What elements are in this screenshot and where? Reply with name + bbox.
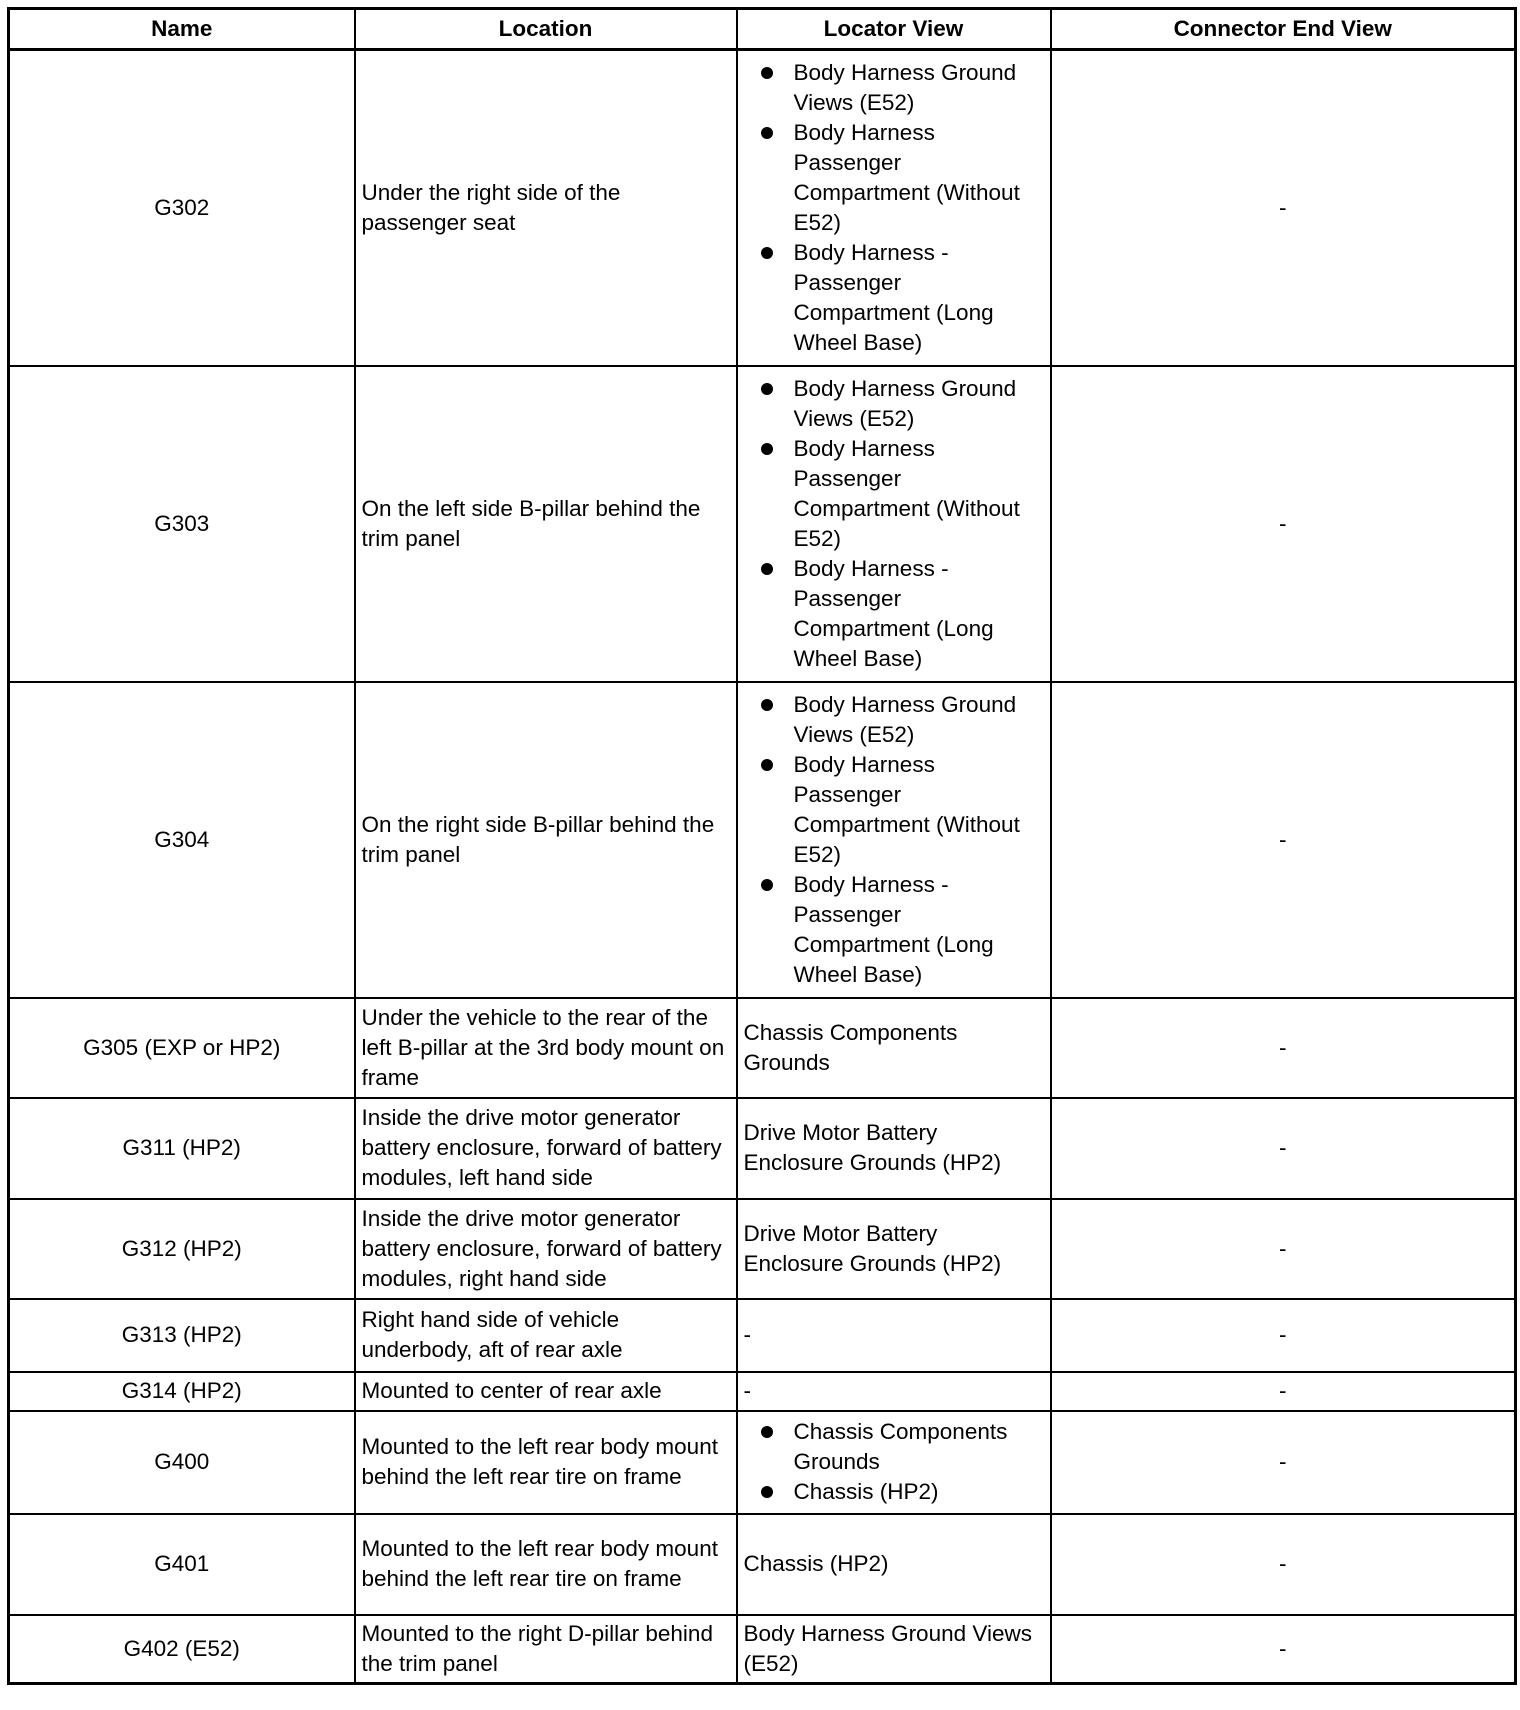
- locator-view: [737, 50, 1051, 366]
- connector-end-view: -: [1051, 1098, 1516, 1199]
- ground-location: Mounted to the left rear body mount behind the left rear tire on frame: [355, 1514, 737, 1615]
- locator-view: Chassis (HP2): [737, 1514, 1051, 1615]
- ground-location: Mounted to the left rear body mount behind the left rear tire on frame: [355, 1411, 737, 1514]
- ground-name: G402 (E52): [9, 1615, 355, 1684]
- ground-name: G302: [9, 50, 355, 366]
- connector-end-view: -: [1051, 1199, 1516, 1299]
- table-row: [9, 998, 1516, 1098]
- locator-list: [744, 58, 1044, 358]
- table-row: [9, 1372, 1516, 1411]
- ground-locations-table: [7, 7, 1517, 1685]
- table-row: [9, 366, 1516, 682]
- ground-name: G304: [9, 682, 355, 998]
- locator-list: [744, 374, 1044, 674]
- ground-name: G401: [9, 1514, 355, 1615]
- locator-view: Chassis Components Grounds: [737, 998, 1051, 1098]
- table-row: [9, 1514, 1516, 1615]
- ground-location: On the left side B-pillar behind the trim panel: [355, 366, 737, 682]
- locator-list-item: Body Harness - Passenger Compartment (Long Wheel Base): [794, 554, 1044, 674]
- locator-list-item: Body Harness Ground Views (E52): [794, 690, 1044, 750]
- connector-end-view: -: [1051, 682, 1516, 998]
- ground-location: On the right side B-pillar behind the trim panel: [355, 682, 737, 998]
- locator-view: -: [737, 1372, 1051, 1411]
- locator-list-item: Body Harness - Passenger Compartment (Long Wheel Base): [794, 870, 1044, 990]
- table-row: [9, 1299, 1516, 1372]
- locator-view: [737, 366, 1051, 682]
- ground-name: G312 (HP2): [9, 1199, 355, 1299]
- locator-list-item: Body Harness Passenger Compartment (Without E52): [794, 434, 1044, 554]
- locator-view: Body Harness Ground Views (E52): [737, 1615, 1051, 1684]
- locator-view: -: [737, 1299, 1051, 1372]
- table-row: [9, 1199, 1516, 1299]
- locator-list-item: Body Harness - Passenger Compartment (Long Wheel Base): [794, 238, 1044, 358]
- ground-name: G303: [9, 366, 355, 682]
- ground-location: Right hand side of vehicle underbody, aft of rear axle: [355, 1299, 737, 1372]
- ground-name: G314 (HP2): [9, 1372, 355, 1411]
- table-row: [9, 682, 1516, 998]
- connector-end-view: -: [1051, 50, 1516, 366]
- table-row: [9, 1411, 1516, 1514]
- ground-location: Inside the drive motor generator battery enclosure, forward of battery modules, right hand side: [355, 1199, 737, 1299]
- locator-list: [744, 1417, 1044, 1507]
- ground-location: Mounted to the right D-pillar behind the trim panel: [355, 1615, 737, 1684]
- ground-name: G400: [9, 1411, 355, 1514]
- connector-end-view: -: [1051, 1372, 1516, 1411]
- locator-view: [737, 682, 1051, 998]
- connector-end-view: -: [1051, 1411, 1516, 1514]
- table-header-row: [9, 9, 1516, 50]
- locator-view: Drive Motor Battery Enclosure Grounds (HP2): [737, 1199, 1051, 1299]
- locator-list-item: Body Harness Ground Views (E52): [794, 58, 1044, 118]
- locator-view: [737, 1411, 1051, 1514]
- locator-list-item: Body Harness Passenger Compartment (Without E52): [794, 118, 1044, 238]
- ground-location: Under the right side of the passenger seat: [355, 50, 737, 366]
- connector-end-view: -: [1051, 1299, 1516, 1372]
- locator-list-item: Body Harness Ground Views (E52): [794, 374, 1044, 434]
- table-row: [9, 1098, 1516, 1199]
- locator-list-item: Chassis Components Grounds: [794, 1417, 1044, 1477]
- connector-end-view: -: [1051, 1514, 1516, 1615]
- connector-end-view: -: [1051, 1615, 1516, 1684]
- header-location: Location: [355, 9, 737, 50]
- locator-list-item: Body Harness Passenger Compartment (Without E52): [794, 750, 1044, 870]
- locator-view: Drive Motor Battery Enclosure Grounds (HP2): [737, 1098, 1051, 1199]
- header-locator-view: Locator View: [737, 9, 1051, 50]
- locator-list: [744, 690, 1044, 990]
- ground-name: G305 (EXP or HP2): [9, 998, 355, 1098]
- locator-list-item: Chassis (HP2): [794, 1477, 1044, 1507]
- table-row: [9, 50, 1516, 366]
- ground-name: G313 (HP2): [9, 1299, 355, 1372]
- header-connector-end-view: Connector End View: [1051, 9, 1516, 50]
- connector-end-view: -: [1051, 366, 1516, 682]
- connector-end-view: -: [1051, 998, 1516, 1098]
- ground-location: Mounted to center of rear axle: [355, 1372, 737, 1411]
- ground-location: Inside the drive motor generator battery enclosure, forward of battery modules, left hand side: [355, 1098, 737, 1199]
- ground-location: Under the vehicle to the rear of the left B-pillar at the 3rd body mount on frame: [355, 998, 737, 1098]
- header-name: Name: [9, 9, 355, 50]
- table-row: [9, 1615, 1516, 1684]
- ground-name: G311 (HP2): [9, 1098, 355, 1199]
